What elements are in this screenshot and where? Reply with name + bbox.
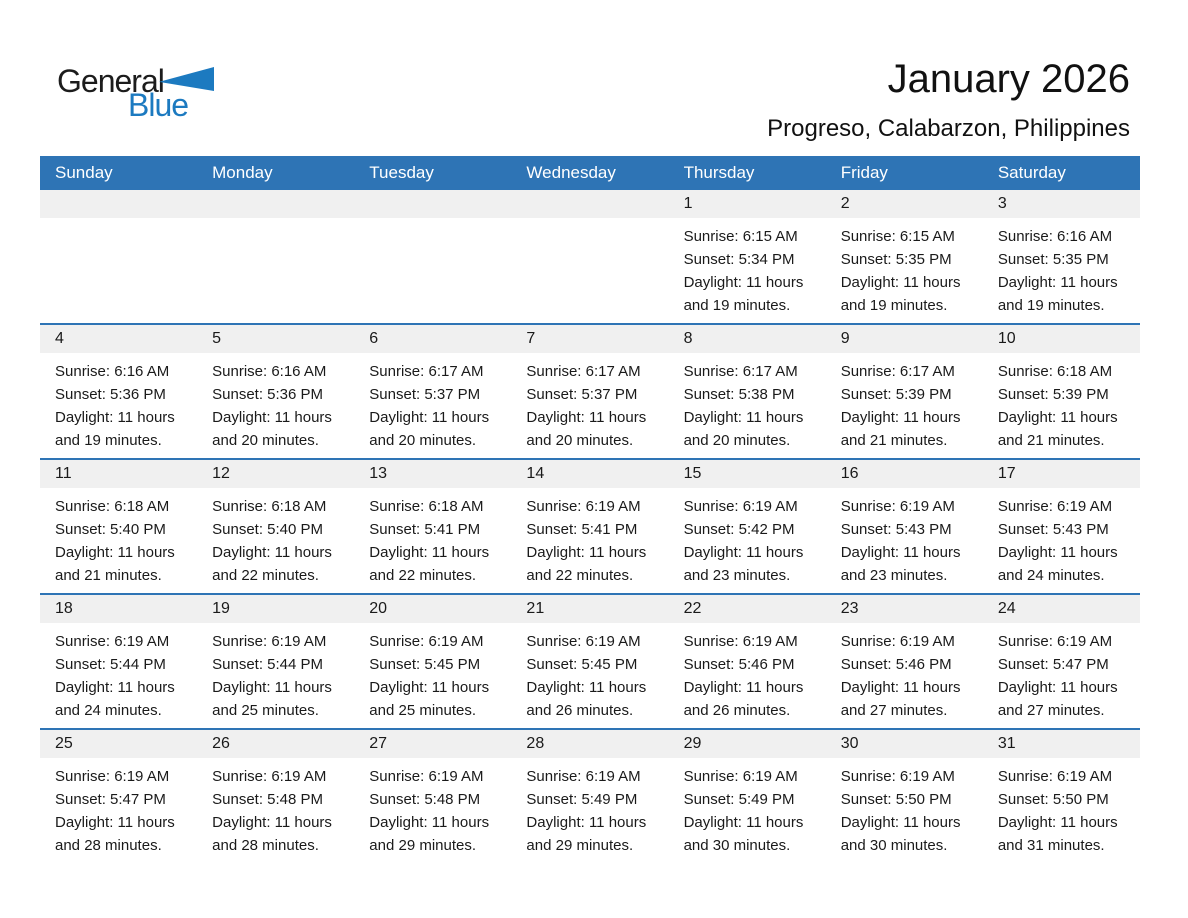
- sunset-text: Sunset: 5:40 PM: [55, 521, 166, 538]
- daylight-text-line2: and 21 minutes.: [997, 432, 1105, 449]
- day-info: [40, 353, 197, 452]
- day-cell-12: [197, 459, 354, 594]
- day-number-band: [983, 595, 1140, 623]
- day-info: [669, 218, 826, 317]
- day-number: 26: [212, 735, 230, 752]
- daylight-text-line2: and 19 minutes.: [55, 432, 162, 449]
- sunrise-text: Sunrise: 6:19 AM: [840, 633, 955, 650]
- sunrise-text: Sunrise: 6:19 AM: [55, 633, 170, 650]
- daylight-text-line1: Daylight: 11 hours: [212, 679, 332, 696]
- day-number: 1: [683, 195, 693, 212]
- empty-day-cell: [197, 190, 354, 324]
- day-cell-29: [669, 729, 826, 863]
- day-number-band: [511, 190, 668, 218]
- sunset-text: Sunset: 5:36 PM: [55, 386, 166, 403]
- sunset-text: Sunset: 5:35 PM: [840, 251, 952, 268]
- day-number: 12: [212, 465, 230, 482]
- sunset-text: Sunset: 5:42 PM: [683, 521, 795, 538]
- day-number-band: [354, 730, 511, 758]
- day-info: [40, 488, 197, 587]
- sunrise-text: Sunrise: 6:18 AM: [369, 498, 484, 515]
- sunset-text: Sunset: 5:36 PM: [212, 386, 324, 403]
- sunset-text: Sunset: 5:49 PM: [526, 791, 638, 808]
- day-number-band: [511, 325, 668, 353]
- day-number: 10: [997, 330, 1016, 347]
- day-cell-1: [669, 190, 826, 324]
- weekday-header-friday: Friday: [826, 156, 983, 190]
- day-number: 13: [369, 465, 388, 482]
- sunrise-text: Sunrise: 6:17 AM: [683, 363, 798, 380]
- sunset-text: Sunset: 5:35 PM: [997, 251, 1109, 268]
- sunset-text: Sunset: 5:45 PM: [526, 656, 638, 673]
- daylight-text-line2: and 19 minutes.: [683, 297, 791, 314]
- daylight-text-line1: Daylight: 11 hours: [55, 544, 175, 561]
- day-info: [826, 488, 983, 587]
- sunset-text: Sunset: 5:50 PM: [840, 791, 952, 808]
- week-row-3: [40, 459, 1140, 594]
- day-cell-4: [40, 324, 197, 459]
- day-cell-8: [669, 324, 826, 459]
- day-number-band: [826, 595, 983, 623]
- daylight-text-line1: Daylight: 11 hours: [997, 544, 1118, 561]
- day-number-band: [983, 325, 1140, 353]
- day-info: [983, 353, 1140, 452]
- sunrise-text: Sunrise: 6:19 AM: [526, 633, 641, 650]
- day-number-band: [983, 730, 1140, 758]
- day-info: [511, 488, 668, 587]
- day-info: [40, 758, 197, 857]
- day-cell-16: [826, 459, 983, 594]
- day-info: [669, 353, 826, 452]
- daylight-text-line1: Daylight: 11 hours: [526, 679, 647, 696]
- daylight-text-line1: Daylight: 11 hours: [369, 679, 490, 696]
- day-cell-21: [511, 594, 668, 729]
- day-number-band: [669, 595, 826, 623]
- day-number-band: [197, 325, 354, 353]
- day-info: [354, 758, 511, 857]
- day-cell-25: [40, 729, 197, 863]
- day-number: 8: [683, 330, 693, 347]
- day-number: 14: [526, 465, 545, 482]
- day-info: [197, 353, 354, 452]
- day-cell-3: [983, 190, 1140, 324]
- day-cell-9: [826, 324, 983, 459]
- daylight-text-line1: Daylight: 11 hours: [683, 679, 804, 696]
- daylight-text-line2: and 27 minutes.: [997, 702, 1105, 719]
- daylight-text-line2: and 21 minutes.: [840, 432, 948, 449]
- sunrise-text: Sunrise: 6:16 AM: [55, 363, 170, 380]
- daylight-text-line2: and 26 minutes.: [526, 702, 634, 719]
- weekday-header-thursday: Thursday: [669, 156, 826, 190]
- daylight-text-line1: Daylight: 11 hours: [212, 544, 332, 561]
- day-number: 15: [683, 465, 702, 482]
- logo-text-general: General: [57, 63, 164, 99]
- daylight-text-line2: and 26 minutes.: [683, 702, 791, 719]
- day-number: 5: [212, 330, 222, 347]
- daylight-text-line2: and 29 minutes.: [369, 837, 477, 854]
- daylight-text-line1: Daylight: 11 hours: [840, 274, 961, 291]
- daylight-text-line1: Daylight: 11 hours: [683, 409, 804, 426]
- day-number: 30: [840, 735, 859, 752]
- location-subtitle: Progreso, Calabarzon, Philippines: [767, 115, 1130, 142]
- daylight-text-line2: and 22 minutes.: [212, 567, 319, 584]
- day-cell-26: [197, 729, 354, 863]
- day-cell-31: [983, 729, 1140, 863]
- daylight-text-line2: and 24 minutes.: [55, 702, 162, 719]
- daylight-text-line1: Daylight: 11 hours: [997, 274, 1118, 291]
- month-title: January 2026: [887, 57, 1130, 101]
- day-cell-13: [354, 459, 511, 594]
- sunrise-text: Sunrise: 6:19 AM: [55, 768, 170, 785]
- sunset-text: Sunset: 5:40 PM: [212, 521, 324, 538]
- day-number: 17: [997, 465, 1016, 482]
- day-number-band: [669, 325, 826, 353]
- sunset-text: Sunset: 5:34 PM: [683, 251, 795, 268]
- sunset-text: Sunset: 5:48 PM: [369, 791, 481, 808]
- daylight-text-line1: Daylight: 11 hours: [212, 409, 332, 426]
- day-number-band: [197, 730, 354, 758]
- day-number-band: [40, 460, 197, 488]
- day-number: 3: [997, 195, 1007, 212]
- sunset-text: Sunset: 5:49 PM: [683, 791, 795, 808]
- day-number: 31: [997, 735, 1016, 752]
- week-row-5: [40, 729, 1140, 863]
- day-number: 11: [55, 465, 72, 482]
- sunset-text: Sunset: 5:45 PM: [369, 656, 481, 673]
- day-cell-7: [511, 324, 668, 459]
- sunset-text: Sunset: 5:44 PM: [55, 656, 166, 673]
- day-number-band: [511, 595, 668, 623]
- day-cell-17: [983, 459, 1140, 594]
- day-number-band: [197, 190, 354, 218]
- sunset-text: Sunset: 5:38 PM: [683, 386, 795, 403]
- daylight-text-line2: and 20 minutes.: [683, 432, 791, 449]
- daylight-text-line2: and 19 minutes.: [840, 297, 948, 314]
- day-number-band: [511, 460, 668, 488]
- sunrise-text: Sunrise: 6:18 AM: [212, 498, 327, 515]
- day-info: [669, 488, 826, 587]
- day-number-band: [354, 190, 511, 218]
- day-cell-11: [40, 459, 197, 594]
- week-row-4: [40, 594, 1140, 729]
- sunrise-text: Sunrise: 6:18 AM: [997, 363, 1113, 380]
- sunrise-text: Sunrise: 6:19 AM: [840, 768, 955, 785]
- day-cell-28: [511, 729, 668, 863]
- daylight-text-line1: Daylight: 11 hours: [840, 544, 961, 561]
- day-number-band: [197, 460, 354, 488]
- sunset-text: Sunset: 5:37 PM: [369, 386, 481, 403]
- daylight-text-line1: Daylight: 11 hours: [369, 544, 490, 561]
- day-cell-19: [197, 594, 354, 729]
- day-cell-6: [354, 324, 511, 459]
- day-cell-30: [826, 729, 983, 863]
- day-info: [197, 623, 354, 722]
- daylight-text-line2: and 31 minutes.: [997, 837, 1105, 854]
- daylight-text-line1: Daylight: 11 hours: [840, 679, 961, 696]
- day-info: [983, 758, 1140, 857]
- daylight-text-line1: Daylight: 11 hours: [997, 679, 1118, 696]
- daylight-text-line2: and 28 minutes.: [212, 837, 319, 854]
- daylight-text-line2: and 29 minutes.: [526, 837, 634, 854]
- sunset-text: Sunset: 5:46 PM: [683, 656, 795, 673]
- day-info: [197, 758, 354, 857]
- day-number: 24: [997, 600, 1016, 617]
- empty-day-cell: [40, 190, 197, 324]
- sunrise-text: Sunrise: 6:19 AM: [212, 633, 327, 650]
- week-row-1: [40, 190, 1140, 324]
- day-info: [354, 623, 511, 722]
- empty-day-cell: [354, 190, 511, 324]
- day-info: [511, 758, 668, 857]
- sunrise-text: Sunrise: 6:19 AM: [683, 498, 798, 515]
- day-number: 18: [55, 600, 73, 617]
- daylight-text-line2: and 25 minutes.: [212, 702, 319, 719]
- day-info: [197, 488, 354, 587]
- sunrise-text: Sunrise: 6:17 AM: [840, 363, 955, 380]
- sunrise-text: Sunrise: 6:17 AM: [526, 363, 641, 380]
- weekday-header-sunday: Sunday: [40, 156, 197, 190]
- daylight-text-line1: Daylight: 11 hours: [55, 814, 175, 831]
- daylight-text-line1: Daylight: 11 hours: [683, 814, 804, 831]
- daylight-text-line1: Daylight: 11 hours: [997, 409, 1118, 426]
- day-info: [511, 623, 668, 722]
- day-info: [983, 623, 1140, 722]
- sunrise-text: Sunrise: 6:19 AM: [683, 768, 798, 785]
- day-info: [669, 623, 826, 722]
- day-number: 27: [369, 735, 388, 752]
- sunrise-text: Sunrise: 6:16 AM: [997, 228, 1113, 245]
- daylight-text-line2: and 21 minutes.: [55, 567, 162, 584]
- day-number-band: [983, 190, 1140, 218]
- day-cell-10: [983, 324, 1140, 459]
- sunset-text: Sunset: 5:44 PM: [212, 656, 324, 673]
- daylight-text-line1: Daylight: 11 hours: [526, 544, 647, 561]
- day-cell-5: [197, 324, 354, 459]
- daylight-text-line1: Daylight: 11 hours: [369, 814, 490, 831]
- day-cell-18: [40, 594, 197, 729]
- sunrise-text: Sunrise: 6:19 AM: [526, 498, 641, 515]
- day-number-band: [40, 190, 197, 218]
- day-info: [983, 488, 1140, 587]
- day-number: 6: [369, 330, 379, 347]
- day-cell-15: [669, 459, 826, 594]
- day-number: 22: [683, 600, 702, 617]
- day-number-band: [40, 730, 197, 758]
- sunrise-text: Sunrise: 6:15 AM: [683, 228, 798, 245]
- sunset-text: Sunset: 5:41 PM: [526, 521, 638, 538]
- day-number-band: [40, 595, 197, 623]
- day-info: [826, 353, 983, 452]
- sunrise-text: Sunrise: 6:19 AM: [840, 498, 955, 515]
- sunrise-text: Sunrise: 6:19 AM: [526, 768, 641, 785]
- sunset-text: Sunset: 5:43 PM: [997, 521, 1109, 538]
- sunset-text: Sunset: 5:39 PM: [840, 386, 952, 403]
- sunrise-text: Sunrise: 6:19 AM: [997, 498, 1113, 515]
- daylight-text-line2: and 30 minutes.: [840, 837, 948, 854]
- daylight-text-line1: Daylight: 11 hours: [997, 814, 1118, 831]
- daylight-text-line2: and 22 minutes.: [526, 567, 634, 584]
- weekday-header-tuesday: Tuesday: [354, 156, 511, 190]
- sunset-text: Sunset: 5:48 PM: [212, 791, 324, 808]
- day-info: [354, 353, 511, 452]
- sunrise-text: Sunrise: 6:15 AM: [840, 228, 955, 245]
- daylight-text-line2: and 24 minutes.: [997, 567, 1105, 584]
- day-number-band: [826, 190, 983, 218]
- daylight-text-line1: Daylight: 11 hours: [526, 409, 647, 426]
- day-number: 16: [840, 465, 859, 482]
- daylight-text-line1: Daylight: 11 hours: [683, 544, 804, 561]
- empty-day-cell: [511, 190, 668, 324]
- daylight-text-line2: and 20 minutes.: [212, 432, 319, 449]
- day-info: [40, 623, 197, 722]
- day-number-band: [354, 460, 511, 488]
- daylight-text-line1: Daylight: 11 hours: [683, 274, 804, 291]
- daylight-text-line2: and 20 minutes.: [526, 432, 634, 449]
- daylight-text-line2: and 23 minutes.: [683, 567, 791, 584]
- day-number: 29: [683, 735, 702, 752]
- sunset-text: Sunset: 5:47 PM: [997, 656, 1109, 673]
- day-info: [983, 218, 1140, 317]
- daylight-text-line2: and 25 minutes.: [369, 702, 477, 719]
- day-info: [826, 758, 983, 857]
- sunrise-text: Sunrise: 6:16 AM: [212, 363, 327, 380]
- daylight-text-line2: and 19 minutes.: [997, 297, 1105, 314]
- sunset-text: Sunset: 5:39 PM: [997, 386, 1109, 403]
- day-number: 9: [840, 330, 850, 347]
- day-cell-23: [826, 594, 983, 729]
- day-number-band: [669, 460, 826, 488]
- sunset-text: Sunset: 5:50 PM: [997, 791, 1109, 808]
- day-number: 28: [526, 735, 545, 752]
- sunrise-text: Sunrise: 6:19 AM: [369, 768, 484, 785]
- daylight-text-line1: Daylight: 11 hours: [55, 679, 175, 696]
- sunrise-text: Sunrise: 6:19 AM: [997, 633, 1113, 650]
- daylight-text-line2: and 30 minutes.: [683, 837, 791, 854]
- day-cell-22: [669, 594, 826, 729]
- day-number-band: [669, 730, 826, 758]
- sunrise-text: Sunrise: 6:17 AM: [369, 363, 484, 380]
- day-cell-2: [826, 190, 983, 324]
- day-number: 25: [55, 735, 73, 752]
- day-number-band: [826, 730, 983, 758]
- day-number-band: [40, 325, 197, 353]
- day-info: [826, 623, 983, 722]
- day-cell-24: [983, 594, 1140, 729]
- calendar-table: [40, 156, 1140, 863]
- day-number-band: [354, 595, 511, 623]
- day-number-band: [983, 460, 1140, 488]
- daylight-text-line1: Daylight: 11 hours: [526, 814, 647, 831]
- daylight-text-line2: and 23 minutes.: [840, 567, 948, 584]
- daylight-text-line1: Daylight: 11 hours: [55, 409, 175, 426]
- day-number-band: [669, 190, 826, 218]
- day-info: [669, 758, 826, 857]
- day-number: 21: [526, 600, 545, 617]
- sunset-text: Sunset: 5:47 PM: [55, 791, 166, 808]
- day-cell-20: [354, 594, 511, 729]
- weekday-header-monday: Monday: [197, 156, 354, 190]
- daylight-text-line2: and 20 minutes.: [369, 432, 477, 449]
- day-number: 20: [369, 600, 388, 617]
- daylight-text-line1: Daylight: 11 hours: [369, 409, 490, 426]
- sunset-text: Sunset: 5:37 PM: [526, 386, 638, 403]
- day-cell-14: [511, 459, 668, 594]
- day-info: [826, 218, 983, 317]
- sunrise-text: Sunrise: 6:19 AM: [212, 768, 327, 785]
- day-number: 4: [55, 330, 64, 347]
- sunset-text: Sunset: 5:43 PM: [840, 521, 952, 538]
- logo-text-blue: Blue: [128, 87, 189, 123]
- sunrise-text: Sunrise: 6:19 AM: [369, 633, 484, 650]
- weekday-header-row: [40, 156, 1140, 190]
- sunrise-text: Sunrise: 6:19 AM: [683, 633, 798, 650]
- day-number: 19: [212, 600, 230, 617]
- day-number-band: [826, 325, 983, 353]
- daylight-text-line2: and 28 minutes.: [55, 837, 162, 854]
- sunset-text: Sunset: 5:46 PM: [840, 656, 952, 673]
- daylight-text-line2: and 27 minutes.: [840, 702, 948, 719]
- daylight-text-line1: Daylight: 11 hours: [840, 409, 961, 426]
- day-number: 23: [840, 600, 859, 617]
- daylight-text-line2: and 22 minutes.: [369, 567, 477, 584]
- weekday-header-saturday: Saturday: [983, 156, 1140, 190]
- day-number-band: [354, 325, 511, 353]
- sunrise-text: Sunrise: 6:19 AM: [997, 768, 1113, 785]
- day-number: 2: [840, 195, 850, 212]
- day-number-band: [826, 460, 983, 488]
- day-number-band: [197, 595, 354, 623]
- weekday-header-wednesday: Wednesday: [511, 156, 668, 190]
- day-number: 7: [526, 330, 536, 347]
- sunset-text: Sunset: 5:41 PM: [369, 521, 481, 538]
- day-number-band: [511, 730, 668, 758]
- day-cell-27: [354, 729, 511, 863]
- day-info: [354, 488, 511, 587]
- daylight-text-line1: Daylight: 11 hours: [212, 814, 332, 831]
- day-info: [511, 353, 668, 452]
- daylight-text-line1: Daylight: 11 hours: [840, 814, 961, 831]
- sunrise-text: Sunrise: 6:18 AM: [55, 498, 170, 515]
- week-row-2: [40, 324, 1140, 459]
